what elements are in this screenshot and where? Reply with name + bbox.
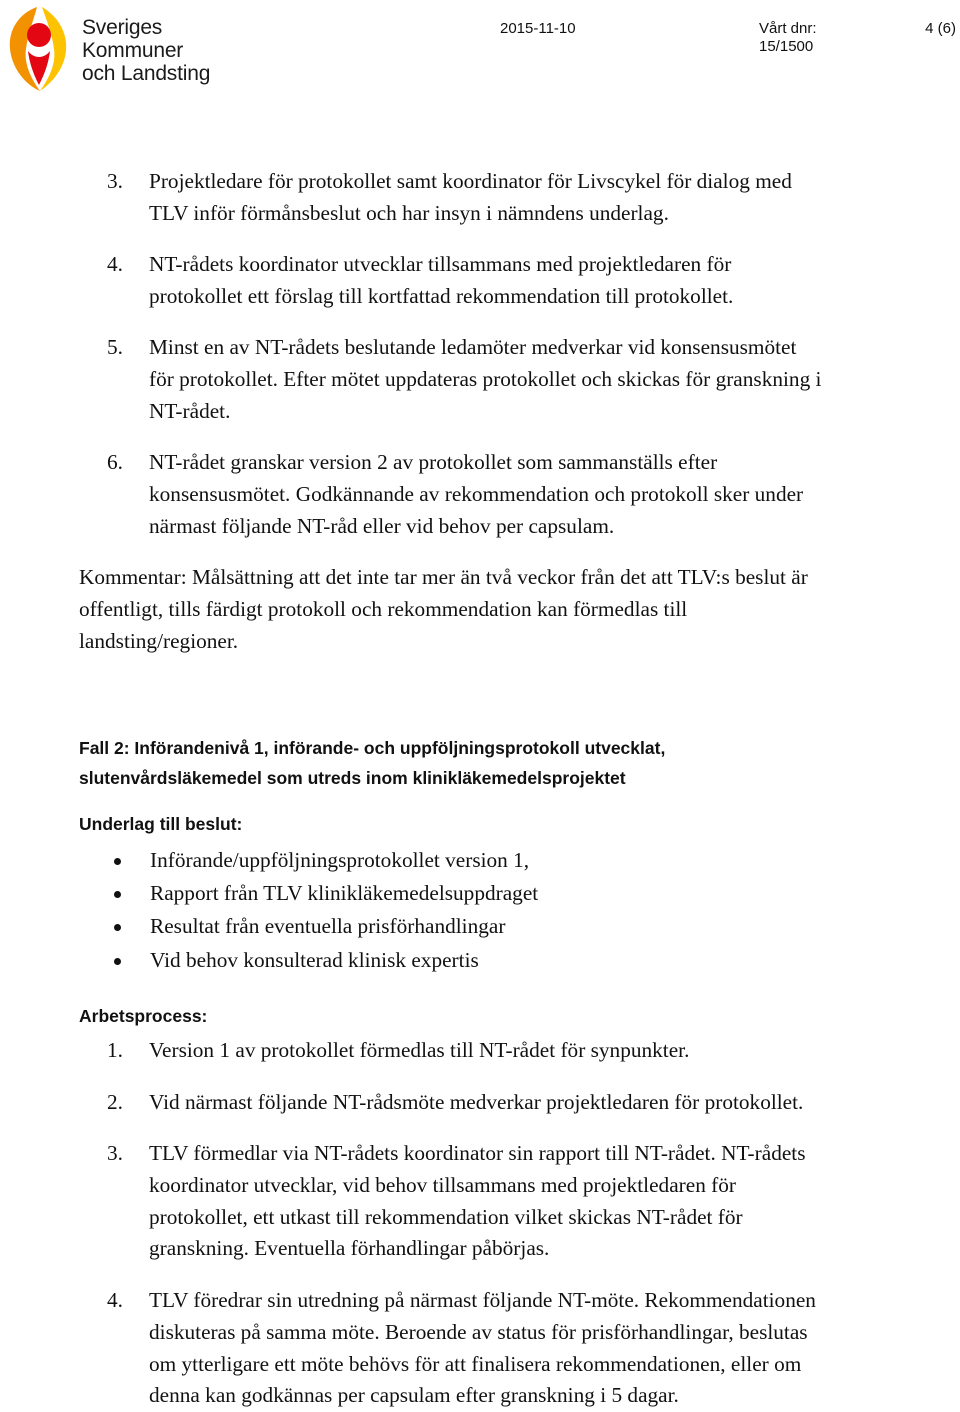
list-number: 6.	[107, 450, 123, 474]
text-line: TLV föredrar sin utredning på närmast följande NT-möte. Rekommendationen	[149, 1288, 816, 1312]
bullet-icon	[114, 958, 121, 965]
process-heading: Arbetsprocess:	[79, 1006, 208, 1026]
text-line: TLV förmedlar via NT-rådets koordinator sin rapport till NT-rådet. NT-rådets	[149, 1141, 806, 1165]
list-number: 4.	[107, 1288, 123, 1312]
reference-label: Vårt dnr:	[759, 20, 817, 37]
text-line: offentligt, tills färdigt protokoll och rekommendation kan förmedlas till	[79, 596, 688, 621]
list-text	[149, 166, 919, 230]
bullet-icon	[114, 924, 121, 931]
heading-line: slutenvårdsläkemedel som utreds inom klinikläkemedelsprojektet	[79, 768, 626, 788]
text-line: protokollet, ett utkast till rekommendation vilket skickas NT-rådet för	[149, 1204, 743, 1229]
page-header	[0, 0, 960, 110]
list-text	[149, 447, 919, 542]
list-number: 3.	[107, 169, 123, 193]
comment-paragraph	[79, 562, 924, 657]
list-text	[149, 249, 919, 313]
text-line: protokollet ett förslag till kortfattad rekommendation till protokollet.	[149, 283, 734, 308]
bullet-text: Rapport från TLV klinikläkemedelsuppdraget	[150, 881, 539, 905]
text-line: NT-rådets koordinator utvecklar tillsammans med projektledaren för	[149, 252, 732, 276]
text-line: NT-rådet.	[149, 398, 231, 423]
text-line: Version 1 av protokollet förmedlas till NT-rådet för synpunkter.	[149, 1038, 690, 1062]
heading-line: Fall 2: Införandenivå 1, införande- och uppföljningsprotokoll utvecklat,	[79, 738, 666, 758]
logo-line: Sveriges	[82, 16, 163, 39]
organization-name	[82, 16, 210, 85]
list-text	[149, 1087, 919, 1119]
text-line: Projektledare för protokollet samt koordinator för Livscykel för dialog med	[149, 169, 792, 193]
list-text	[149, 1138, 919, 1265]
reference-number	[759, 20, 817, 56]
text-line: diskuteras på samma möte. Beroende av status för prisförhandlingar, beslutas	[149, 1319, 808, 1344]
text-line: NT-rådet granskar version 2 av protokollet som sammanställs efter	[149, 450, 718, 474]
basis-heading: Underlag till beslut:	[79, 814, 243, 834]
page-number: 4 (6)	[925, 20, 956, 37]
list-number: 3.	[107, 1141, 123, 1165]
text-line: om ytterligare ett möte behövs för att finalisera rekommendationen, eller om	[149, 1351, 802, 1376]
text-line: TLV inför förmånsbeslut och har insyn i nämndens underlag.	[149, 200, 669, 225]
logo-line: och Landsting	[82, 62, 211, 85]
text-line: konsensusmötet. Godkännande av rekommendation och protokoll sker under	[149, 481, 804, 506]
section-heading	[79, 733, 924, 793]
text-line: koordinator utvecklar, vid behov tillsammans med projektledaren för	[149, 1172, 737, 1197]
text-line: Vid närmast följande NT-rådsmöte medverkar projektledaren för protokollet.	[149, 1090, 804, 1114]
bullet-icon	[114, 858, 121, 865]
text-line: för protokollet. Efter mötet uppdateras protokollet och skickas för granskning i	[149, 366, 822, 391]
text-line: denna kan godkännas per capsulam efter granskning i 5 dagar.	[149, 1383, 679, 1408]
reference-value: 15/1500	[759, 38, 814, 55]
skl-logo-icon	[4, 5, 74, 95]
text-line: Minst en av NT-rådets beslutande ledamöter medverkar vid konsensusmötet	[149, 335, 797, 359]
bullet-text: Resultat från eventuella prisförhandlingar	[150, 914, 506, 938]
text-line: granskning. Eventuella förhandlingar påbörjas.	[149, 1236, 550, 1261]
list-number: 4.	[107, 252, 123, 276]
logo-line: Kommuner	[82, 39, 184, 62]
text-line: landsting/regioner.	[79, 628, 239, 653]
bullet-text: Införande/uppföljningsprotokollet version 1,	[150, 848, 530, 872]
list-text	[149, 332, 919, 427]
list-number: 5.	[107, 335, 123, 359]
text-line: närmast följande NT-råd eller vid behov per capsulam.	[149, 513, 615, 538]
bullet-text: Vid behov konsulterad klinisk expertis	[150, 948, 479, 972]
list-text	[149, 1035, 919, 1067]
bullet-icon	[114, 891, 121, 898]
list-text	[149, 1285, 919, 1412]
list-number: 2.	[107, 1090, 123, 1114]
text-line: Kommentar: Målsättning att det inte tar mer än två veckor från det att TLV:s beslut är	[79, 565, 808, 589]
document-date: 2015-11-10	[500, 20, 576, 37]
list-number: 1.	[107, 1038, 123, 1062]
